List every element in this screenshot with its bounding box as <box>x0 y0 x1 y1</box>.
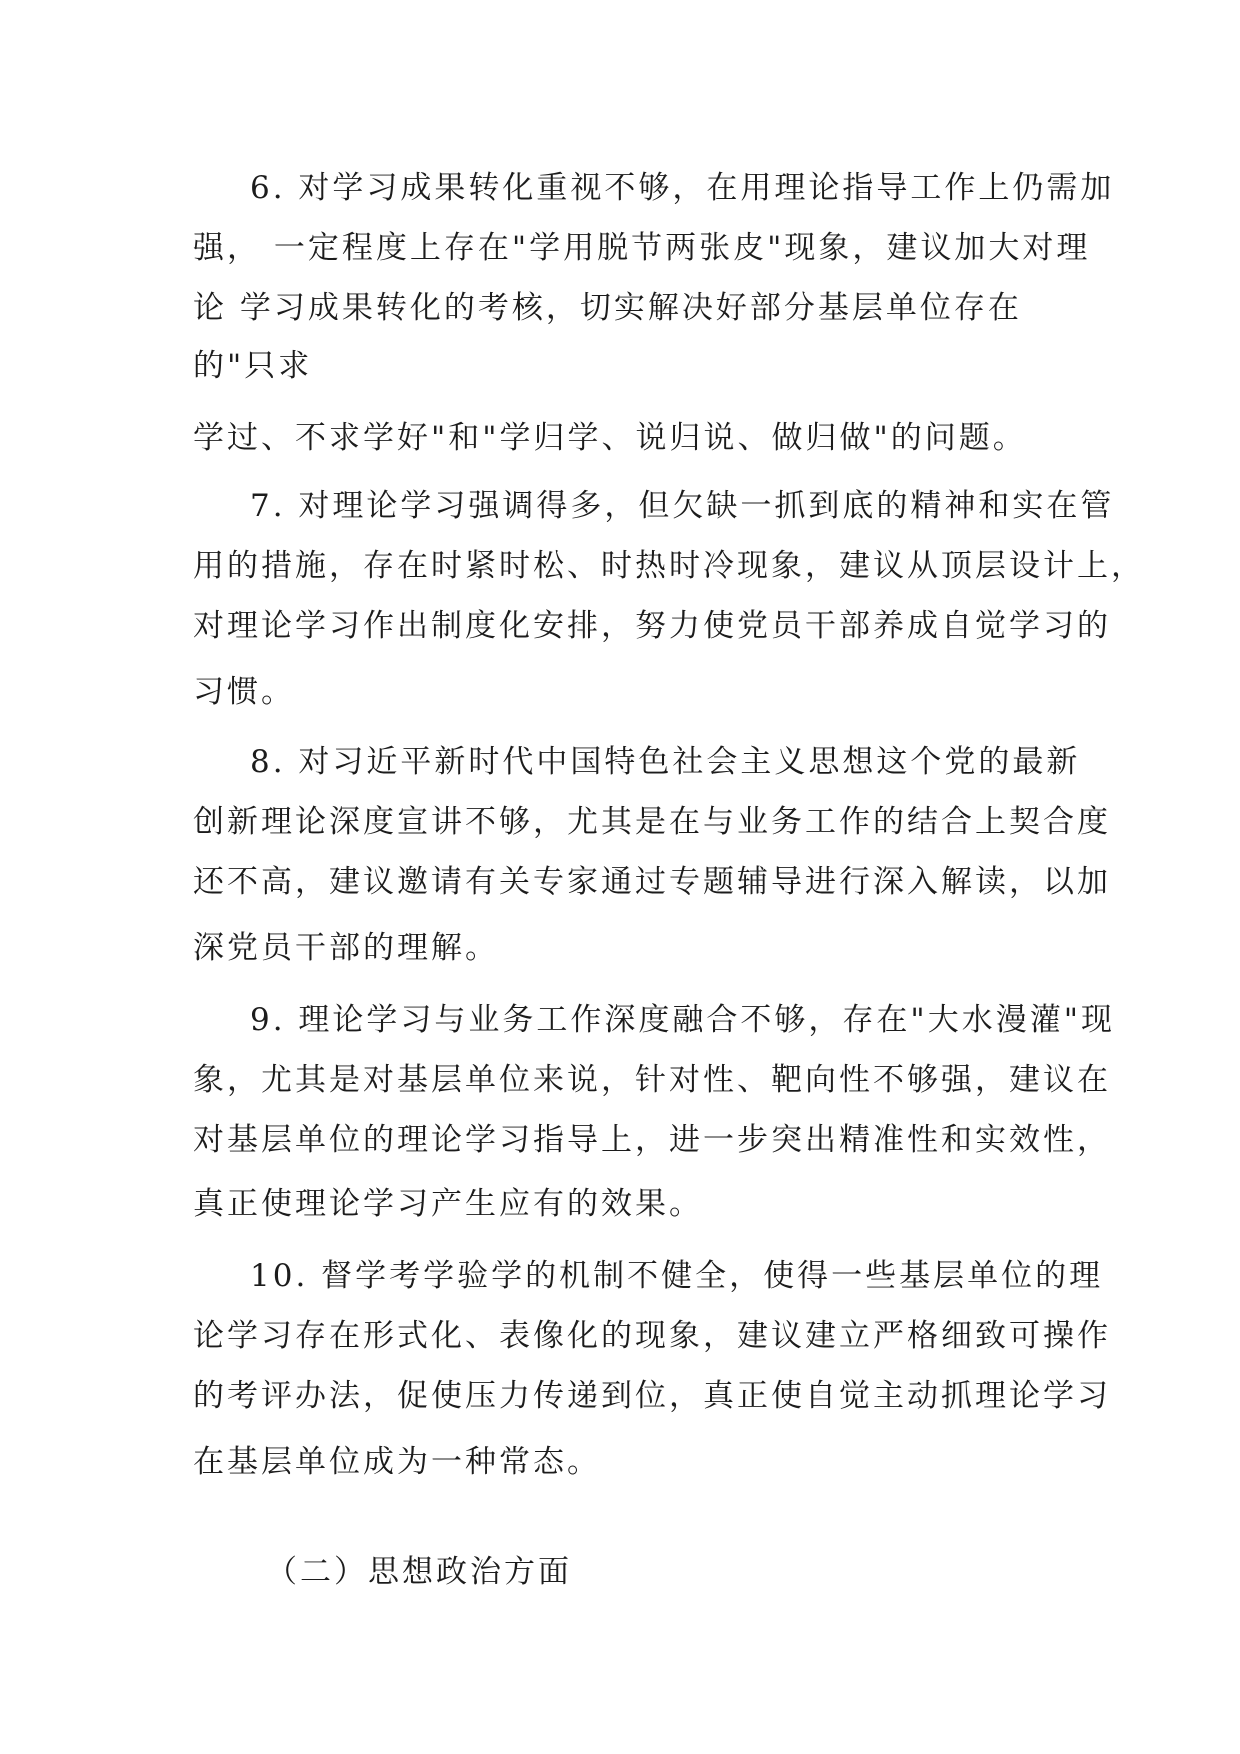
section-heading: （二）思想政治方面 <box>266 1554 572 1590</box>
paragraph-8-line-4: 深党员干部的理解。 <box>193 930 499 966</box>
paragraph-7-line-3: 对理论学习作出制度化安排，努力使党员干部养成自觉学习的 <box>193 608 1111 644</box>
paragraph-10-line-3: 的考评办法，促使压力传递到位，真正使自觉主动抓理论学习 <box>193 1378 1111 1414</box>
paragraph-8-line-1: 8. 对习近平新时代中国特色社会主义思想这个党的最新 <box>250 744 1081 780</box>
paragraph-9-line-3: 对基层单位的理论学习指导上，进一步突出精准性和实效性， <box>193 1122 1111 1158</box>
paragraph-9-line-2: 象，尤其是对基层单位来说，针对性、靶向性不够强，建议在 <box>193 1062 1111 1098</box>
paragraph-6-line-3: 论 学习成果转化的考核，切实解决好部分基层单位存在 <box>193 290 1022 326</box>
paragraph-6-line-4: 的"只求 <box>193 348 313 384</box>
paragraph-9-line-4: 真正使理论学习产生应有的效果。 <box>193 1186 703 1222</box>
paragraph-7-line-4: 习惯。 <box>193 674 295 710</box>
paragraph-10-line-1: 10. 督学考学验学的机制不健全，使得一些基层单位的理 <box>250 1258 1104 1294</box>
paragraph-7-line-2: 用的措施，存在时紧时松、时热时冷现象，建议从顶层设计上， <box>193 548 1145 584</box>
paragraph-6-line-1: 6. 对学习成果转化重视不够，在用理论指导工作上仍需加 <box>250 170 1115 206</box>
paragraph-8-line-2: 创新理论深度宣讲不够，尤其是在与业务工作的结合上契合度 <box>193 804 1111 840</box>
paragraph-6-line-2: 强， 一定程度上存在"学用脱节两张皮"现象，建议加大对理 <box>193 230 1091 266</box>
paragraph-6-line-5: 学过、不求学好"和"学归学、说归说、做归做"的问题。 <box>193 420 1027 456</box>
paragraph-7-line-1: 7. 对理论学习强调得多，但欠缺一抓到底的精神和实在管 <box>250 488 1115 524</box>
paragraph-10-line-4: 在基层单位成为一种常态。 <box>193 1444 601 1480</box>
paragraph-10-line-2: 论学习存在形式化、表像化的现象，建议建立严格细致可操作 <box>193 1318 1111 1354</box>
paragraph-8-line-3: 还不高，建议邀请有关专家通过专题辅导进行深入解读，以加 <box>193 864 1111 900</box>
paragraph-9-line-1: 9. 理论学习与业务工作深度融合不够，存在"大水漫灌"现 <box>250 1002 1115 1038</box>
